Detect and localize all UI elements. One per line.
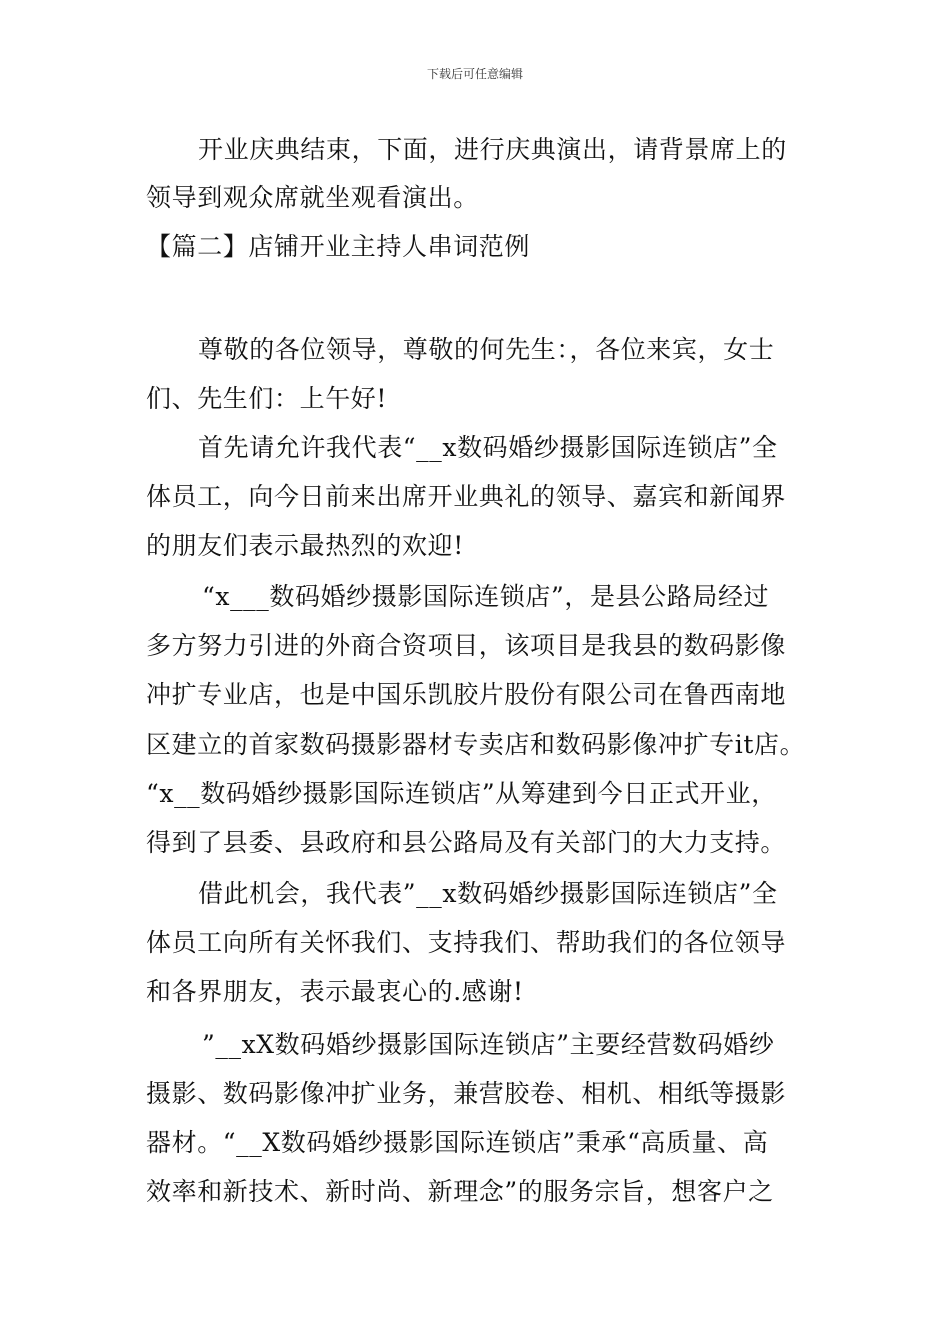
section-heading: 【篇二】店铺开业主持人串词范例 <box>146 232 531 261</box>
text-line: 摄影、数码影像冲扩业务，兼营胶卷、相机、相纸等摄影 <box>146 1079 787 1108</box>
text-line: ”__xX数码婚纱摄影国际连锁店”主要经营数码婚纱 <box>202 1030 775 1059</box>
text-line: “x__数码婚纱摄影国际连锁店”从筹建到今日正式开业， <box>146 779 777 808</box>
text-line: 开业庆典结束，下面，进行庆典演出，请背景席上的 <box>198 135 787 164</box>
text-line: 的朋友们表示最热烈的欢迎! <box>146 531 464 560</box>
text-line: 尊敬的各位领导，尊敬的何先生：，各位来宾，女士 <box>198 335 775 364</box>
text-line: 多方努力引进的外商合资项目，该项目是我县的数码影像 <box>146 631 787 660</box>
text-line: 效率和新技术、新时尚、新理念”的服务宗旨，想客户之 <box>146 1177 774 1206</box>
text-line: 区建立的首家数码摄影器材专卖店和数码影像冲扩专it店。 <box>146 730 806 759</box>
text-line: 得到了县委、县政府和县公路局及有关部门的大力支持。 <box>146 828 787 857</box>
text-line: 们、先生们：上午好! <box>146 384 388 413</box>
page-header: 下载后可任意编辑 <box>426 67 523 81</box>
text-line: 和各界朋友，表示最衷心的.感谢! <box>146 977 524 1006</box>
text-line: 冲扩专业店，也是中国乐凯胶片股份有限公司在鲁西南地 <box>146 680 787 709</box>
text-line: “x___数码婚纱摄影国际连锁店”，是县公路局经过 <box>202 582 770 611</box>
text-line: 首先请允许我代表“__x数码婚纱摄影国际连锁店”全 <box>198 433 778 462</box>
text-line: 体员工向所有关怀我们、支持我们、帮助我们的各位领导 <box>146 928 787 957</box>
text-line: 体员工，向今日前来出席开业典礼的领导、嘉宾和新闻界 <box>146 482 787 511</box>
text-line: 领导到观众席就坐观看演出。 <box>146 183 479 212</box>
text-line: 借此机会，我代表”__x数码婚纱摄影国际连锁店”全 <box>198 879 778 908</box>
text-line: 器材。“__X数码婚纱摄影国际连锁店”秉承“高质量、高 <box>146 1128 769 1157</box>
